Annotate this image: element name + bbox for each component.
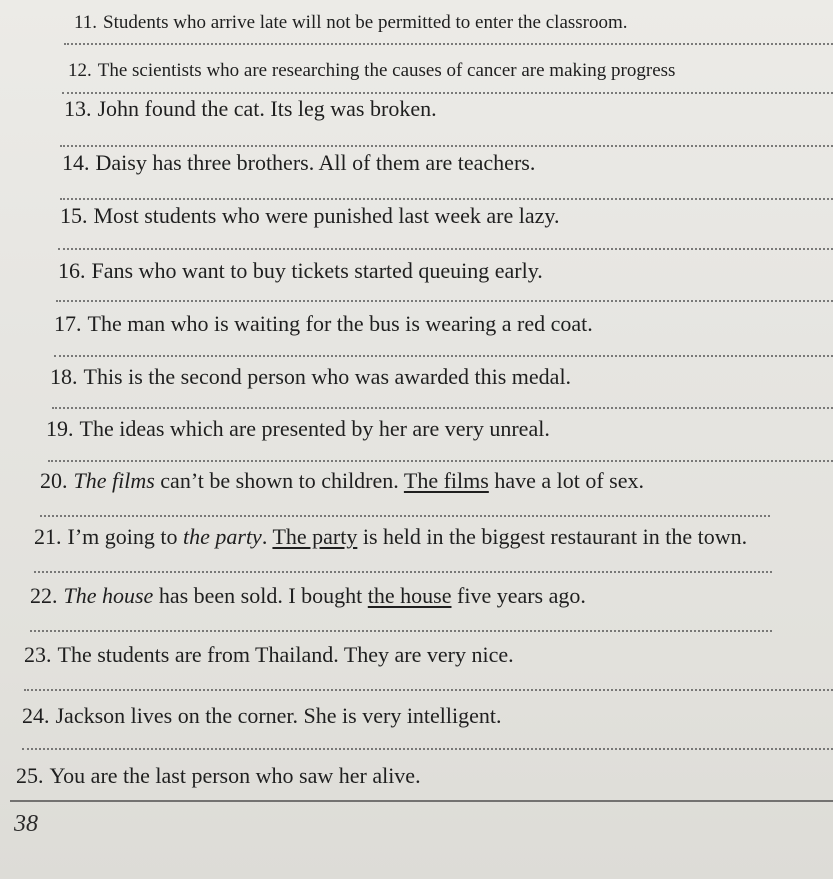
exercise-text: Students who arrive late will not be permitted to enter the classroom.	[103, 12, 628, 33]
exercise-text: have a lot of sex.	[488, 468, 644, 493]
exercise-text: can’t be shown to children.	[154, 468, 404, 493]
exercise-number: 21.	[34, 524, 62, 549]
exercise-number: 19.	[46, 416, 74, 441]
answer-line	[24, 689, 833, 691]
exercise-text: the house	[367, 583, 452, 608]
answer-line	[60, 145, 833, 147]
answer-line	[54, 355, 833, 357]
exercise-number: 20.	[40, 468, 68, 493]
exercise-item	[50, 364, 571, 390]
exercise-number: 14.	[62, 150, 90, 175]
exercise-text: The party	[272, 524, 358, 549]
exercise-text: five years ago.	[451, 583, 586, 608]
answer-line	[10, 800, 833, 802]
exercise-text: John found the cat. Its leg was broken.	[97, 96, 437, 121]
exercise-text: This is the second person who was awarded this medal.	[83, 364, 572, 389]
exercise-item	[60, 203, 559, 229]
exercise-item	[40, 468, 644, 494]
exercise-text: The house	[63, 583, 154, 608]
exercise-item	[58, 258, 543, 284]
answer-line	[58, 248, 833, 250]
exercise-item	[54, 311, 593, 337]
exercise-text: Most students who were punished last week are lazy.	[93, 203, 560, 228]
exercise-number: 22.	[30, 583, 58, 608]
exercise-number: 24.	[22, 703, 50, 728]
exercise-number: 13.	[64, 96, 92, 121]
exercise-number: 16.	[58, 258, 86, 283]
exercise-text: The man who is waiting for the bus is wearing a red coat.	[87, 311, 593, 336]
answer-line	[52, 407, 833, 409]
exercise-text: is held in the biggest restaurant in the town.	[357, 524, 748, 549]
answer-line	[64, 43, 833, 45]
exercise-item	[24, 642, 514, 668]
exercise-text: .	[261, 524, 273, 549]
exercise-number: 11.	[74, 12, 98, 33]
exercise-text: You are the last person who saw her alive.	[49, 763, 421, 788]
exercise-item	[30, 583, 586, 609]
exercise-text: The ideas which are presented by her are very unreal.	[79, 416, 550, 441]
exercise-number: 25.	[16, 763, 44, 788]
answer-line	[48, 460, 833, 462]
exercise-text: Fans who want to buy tickets started queuing early.	[91, 258, 543, 283]
answer-line	[62, 92, 833, 94]
answer-line	[56, 300, 833, 302]
exercise-item	[74, 12, 628, 34]
exercise-number: 17.	[54, 311, 82, 336]
exercise-text: The films	[73, 468, 155, 493]
answer-line	[40, 515, 770, 517]
exercise-item	[68, 60, 675, 82]
exercise-item	[46, 416, 550, 442]
page-number: 38	[14, 811, 38, 837]
answer-line	[34, 571, 772, 573]
exercise-item	[62, 150, 535, 176]
exercise-text: the party	[183, 524, 262, 549]
answer-line	[30, 630, 772, 632]
exercise-text: The students are from Thailand. They are very nice.	[57, 642, 514, 667]
exercise-number: 18.	[50, 364, 78, 389]
exercise-text: Daisy has three brothers. All of them are teachers.	[95, 150, 536, 175]
exercise-item	[16, 763, 421, 789]
answer-line	[22, 748, 833, 750]
answer-line	[60, 198, 833, 200]
exercise-number: 15.	[60, 203, 88, 228]
exercise-item	[34, 524, 747, 550]
exercise-text: I’m going to	[67, 524, 183, 549]
exercise-item	[64, 96, 437, 122]
exercise-text: has been sold. I bought	[153, 583, 368, 608]
exercise-text: Jackson lives on the corner. She is very intelligent.	[55, 703, 502, 728]
exercise-item	[22, 703, 502, 729]
exercise-number: 12.	[68, 60, 92, 81]
exercise-text: The scientists who are researching the causes of cancer are making progress	[97, 60, 676, 81]
exercise-number: 23.	[24, 642, 52, 667]
exercise-text: The films	[403, 468, 489, 493]
